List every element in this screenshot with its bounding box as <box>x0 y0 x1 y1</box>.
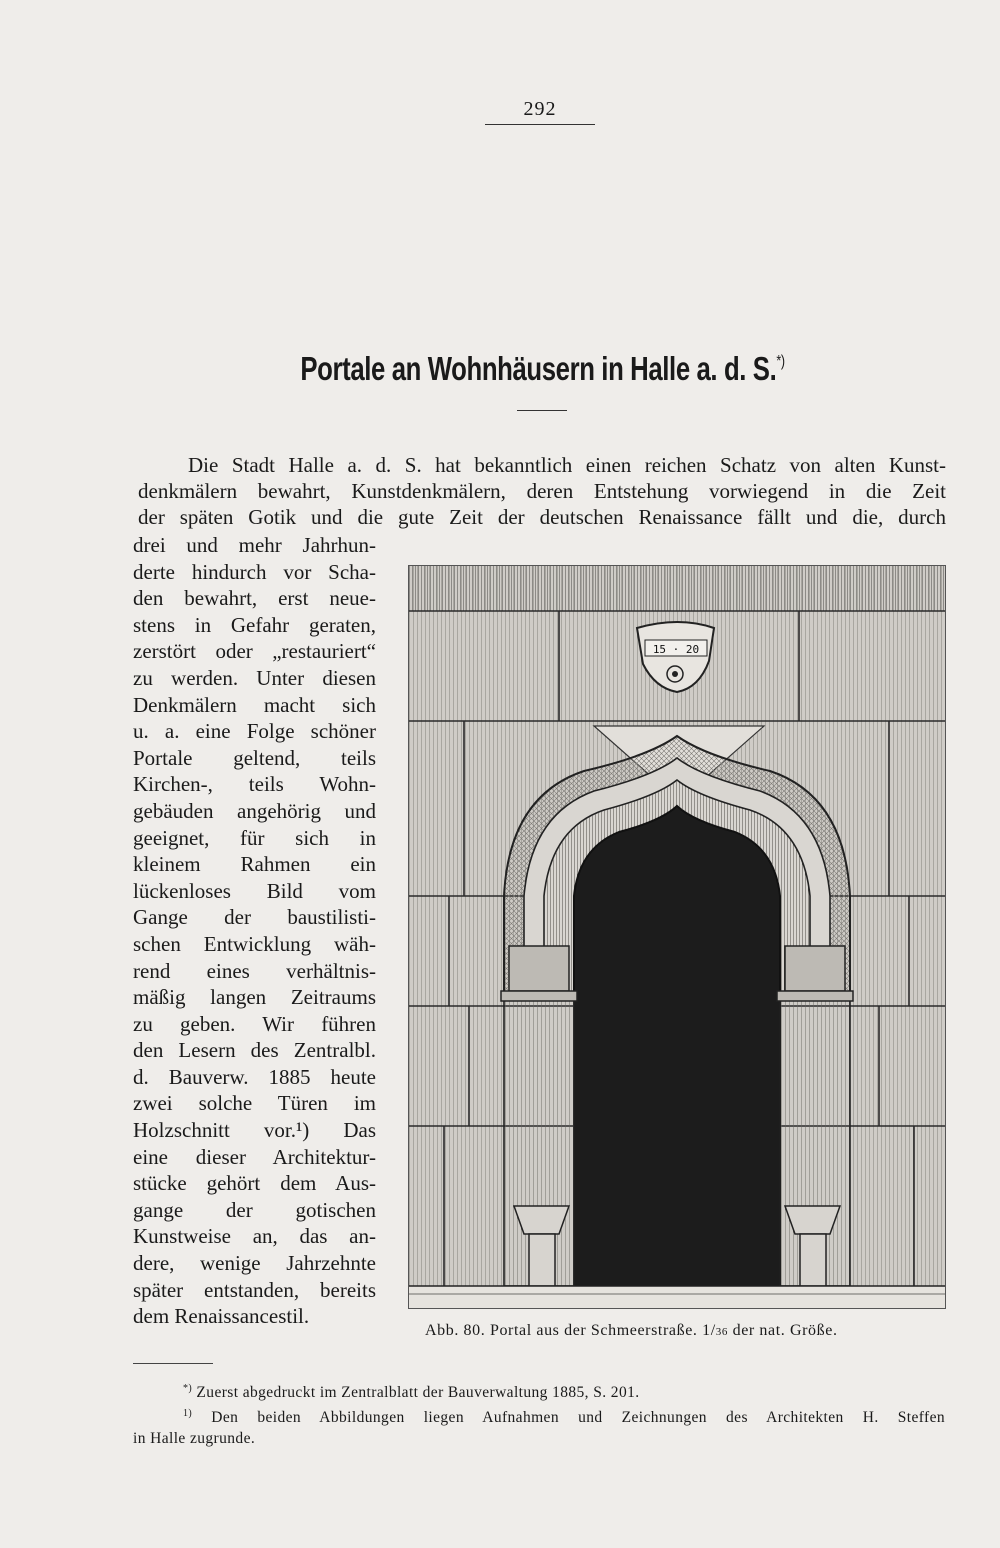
page-title <box>229 350 857 388</box>
intro-line: der späten Gotik und die gute Zeit der deutschen Renaissance fällt und die, durch <box>138 505 946 529</box>
column-line: derte hindurch vor Scha- <box>133 559 376 584</box>
figure-portal-illustration <box>408 565 946 1309</box>
title-rule <box>517 410 567 411</box>
portal-drawing <box>409 566 945 1308</box>
caption-text: Abb. 80. Portal aus der Schmeerstraße. <box>425 1322 698 1339</box>
column-line: drei und mehr Jahrhun- <box>133 533 376 557</box>
column-line: zu geben. Wir führen <box>133 1011 376 1036</box>
column-line: stens in Gefahr geraten, <box>133 612 376 637</box>
footnote: $^{1)}$ Den beiden Abbildungen liegen Aufnahmen und Zeichnungen des Architekten H. Steffen <box>183 1408 945 1426</box>
column-line: dem Renaissancestil. <box>133 1304 310 1329</box>
column-line: gange der gotischen <box>133 1197 376 1222</box>
footnote: *) Zuerst abgedruckt im Zentralblatt der Bauverwaltung 1885, S. 201. <box>183 1383 640 1401</box>
column-line: mäßig langen Zeitraums <box>133 985 376 1010</box>
title-footnote-mark: *) <box>776 353 785 370</box>
column-line: eine dieser Architektur- <box>133 1144 376 1169</box>
footnote-continuation: in Halle zugrunde. <box>133 1430 256 1447</box>
column-line: dere, wenige Jahrzehnte <box>133 1251 376 1276</box>
scale-fraction: 1/36 <box>702 1322 728 1339</box>
figure-caption <box>425 1322 945 1340</box>
column-line: Denkmälern macht sich <box>133 692 376 717</box>
text-column <box>133 532 376 1330</box>
column-line: rend eines verhältnis- <box>133 958 376 983</box>
column-line: Gange der baustilisti- <box>133 905 376 930</box>
column-line: Holzschnitt vor.¹) Das <box>133 1118 376 1143</box>
shield-inscription: 15 · 20 <box>652 643 700 656</box>
column-line: lückenloses Bild vom <box>133 878 376 903</box>
column-line: den bewahrt, erst neue- <box>133 586 376 611</box>
column-line: u. a. eine Folge schöner <box>133 719 376 744</box>
column-line: schen Entwicklung wäh- <box>133 931 376 956</box>
column-line: stücke gehört dem Aus- <box>133 1171 376 1196</box>
column-line: Kirchen-, teils Wohn- <box>133 772 376 797</box>
column-line: zerstört oder „restauriert“ <box>133 639 376 664</box>
intro-line: denkmälern bewahrt, Kunstdenkmälern, deren Entstehung vorwiegend in die Zeit <box>138 479 946 503</box>
column-line: Portale geltend, teils <box>133 745 376 770</box>
column-line: kleinem Rahmen ein <box>133 852 376 877</box>
column-line: d. Bauverw. 1885 heute <box>133 1064 376 1089</box>
intro-paragraph <box>138 452 946 530</box>
column-line: später entstanden, bereits <box>133 1277 376 1302</box>
title-text: Portale an Wohnhäusern in Halle a. d. S. <box>300 350 777 387</box>
column-line: zwei solche Türen im <box>133 1091 376 1116</box>
column-line: geeignet, für sich in <box>133 825 376 850</box>
header-rule <box>485 124 595 125</box>
column-line: gebäuden angehörig und <box>133 798 376 823</box>
column-line: Kunstweise an, das an- <box>133 1224 376 1249</box>
column-line: den Lesern des Zentralbl. <box>133 1038 376 1063</box>
intro-line: Die Stadt Halle a. d. S. hat bekanntlich einen reichen Schatz von alten Kunst- <box>188 453 946 477</box>
footnotes <box>133 1378 945 1449</box>
footnote-rule <box>133 1363 213 1364</box>
page-number: 292 <box>523 98 557 120</box>
column-line: zu werden. Unter diesen <box>133 665 376 690</box>
caption-scale-suffix: der nat. Größe. <box>732 1322 838 1339</box>
